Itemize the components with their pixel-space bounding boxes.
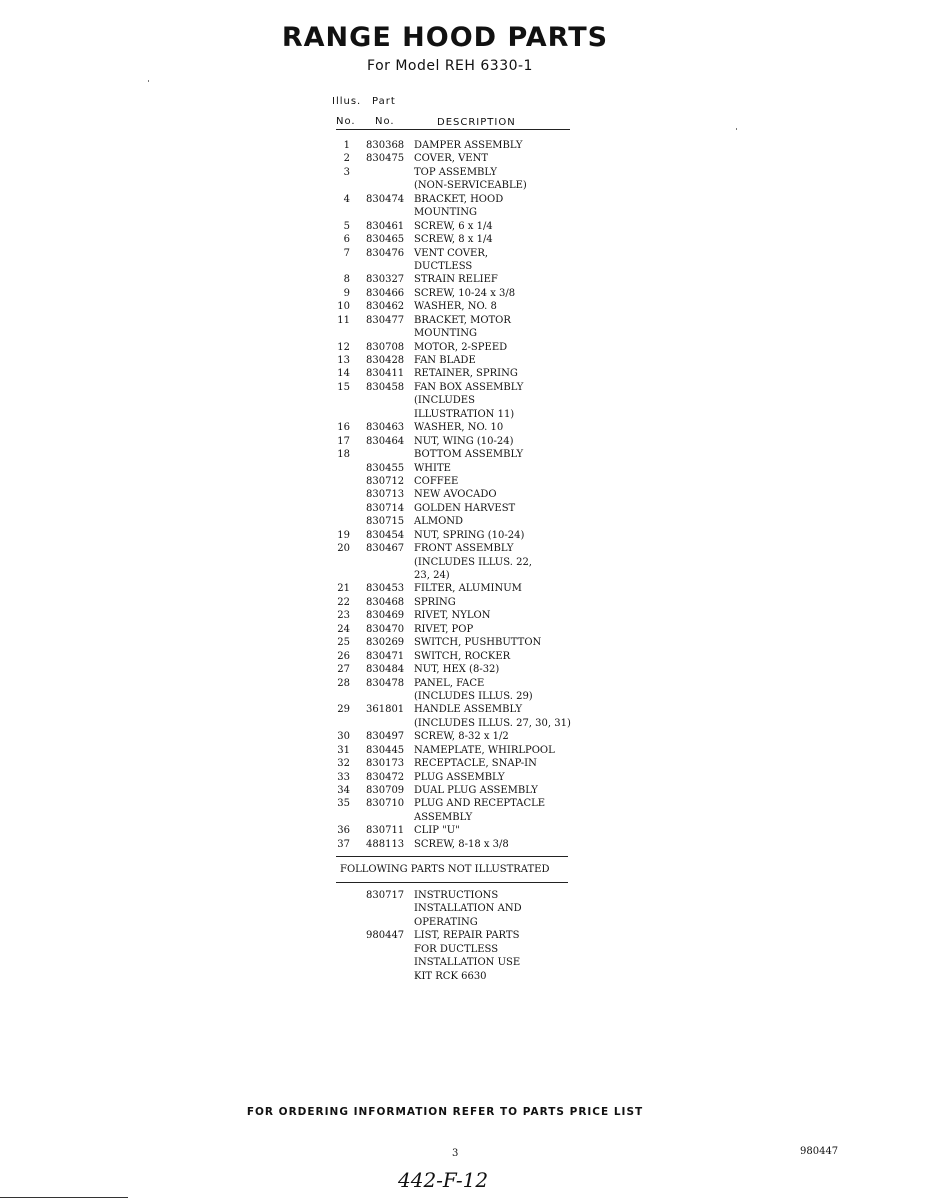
- part-description: ASSEMBLY: [414, 811, 473, 823]
- part-number: 830411: [366, 368, 405, 380]
- part-number: 830497: [366, 731, 405, 743]
- divider-bottom: [336, 882, 568, 883]
- table-row: [336, 341, 576, 354]
- part-description: NAMEPLATE, WHIRLPOOL: [414, 744, 555, 756]
- illus-number: 16: [337, 422, 350, 434]
- table-row: [336, 757, 576, 770]
- page-number: 3: [452, 1148, 459, 1159]
- part-description: PANEL, FACE: [414, 677, 485, 689]
- table-row: [336, 462, 576, 475]
- part-description: (INCLUDES: [414, 395, 475, 407]
- table-row: [336, 287, 576, 300]
- part-description: MOUNTING: [414, 328, 477, 340]
- illus-number: 35: [337, 798, 350, 810]
- table-row: [336, 314, 576, 327]
- table-row: [336, 408, 576, 421]
- table-row: [336, 502, 576, 515]
- table-row: [336, 636, 576, 649]
- header-description: DESCRIPTION: [437, 117, 516, 128]
- illus-number: 17: [337, 435, 350, 447]
- illus-number: 7: [343, 247, 350, 259]
- table-row: [336, 542, 576, 555]
- table-row: [336, 488, 576, 501]
- illus-number: 8: [343, 274, 350, 286]
- table-row: [336, 354, 576, 367]
- table-row: [336, 582, 576, 595]
- part-number: 830715: [366, 516, 405, 528]
- part-description: RECEPTACLE, SNAP-IN: [414, 758, 537, 770]
- following-parts-label: FOLLOWING PARTS NOT ILLUSTRATED: [340, 864, 550, 875]
- part-description: VENT COVER,: [414, 247, 489, 259]
- ordering-info-footer: FOR ORDERING INFORMATION REFER TO PARTS PRICE LIST: [246, 1106, 644, 1118]
- not-illustrated-table: [336, 889, 576, 983]
- table-row: [336, 824, 576, 837]
- table-row: [336, 260, 576, 273]
- table-row: [336, 596, 576, 609]
- illus-number: 2: [343, 153, 350, 165]
- header-part: Part: [372, 96, 396, 107]
- part-description: NEW AVOCADO: [414, 489, 497, 501]
- part-description: PLUG ASSEMBLY: [414, 771, 505, 783]
- table-row: [336, 139, 576, 152]
- part-number: 830469: [366, 610, 405, 622]
- part-description: RETAINER, SPRING: [414, 368, 518, 380]
- part-number: 830708: [366, 341, 405, 353]
- part-description: SCREW, 6 x 1/4: [414, 220, 493, 232]
- table-row: [336, 889, 576, 902]
- part-number: 830468: [366, 596, 405, 608]
- illus-number: 27: [337, 664, 350, 676]
- part-number: 830462: [366, 301, 405, 313]
- illus-number: 36: [337, 825, 350, 837]
- table-row: [336, 970, 576, 983]
- part-number: 830428: [366, 355, 405, 366]
- part-description: DUAL PLUG ASSEMBLY: [414, 785, 538, 796]
- part-description: LIST, REPAIR PARTS: [414, 930, 520, 942]
- table-row: [336, 206, 576, 219]
- table-row: [336, 220, 576, 233]
- part-description: MOUNTING: [414, 207, 477, 219]
- part-number: 830709: [366, 785, 405, 796]
- table-row: [336, 435, 576, 448]
- part-description: COFFEE: [414, 475, 459, 487]
- illus-number: 6: [343, 234, 350, 246]
- header-illus: Illus.: [332, 96, 362, 107]
- part-description: (NON-SERVICEABLE): [414, 180, 527, 192]
- table-row: [336, 152, 576, 165]
- part-number: 830445: [366, 744, 405, 756]
- table-row: [336, 300, 576, 313]
- table-row: [336, 784, 576, 797]
- illus-number: 21: [337, 583, 350, 595]
- part-number: 830458: [366, 381, 405, 393]
- part-description: WHITE: [414, 462, 451, 474]
- table-row: [336, 811, 576, 824]
- document-number: 980447: [800, 1146, 839, 1157]
- illus-number: 31: [337, 744, 350, 756]
- part-number: 830484: [366, 664, 405, 676]
- illus-number: 18: [337, 449, 350, 461]
- part-number: 980447: [366, 930, 405, 942]
- table-row: [336, 690, 576, 703]
- part-number: 830712: [366, 475, 405, 487]
- part-description: TOP ASSEMBLY: [414, 166, 498, 178]
- table-row: [336, 179, 576, 192]
- handwritten-note: 442-F-12: [398, 1168, 489, 1192]
- scan-speck: [736, 128, 737, 130]
- illus-number: 30: [337, 731, 350, 743]
- part-description: SWITCH, ROCKER: [414, 650, 511, 662]
- part-number: 830713: [366, 489, 405, 501]
- part-description: INSTALLATION USE: [414, 957, 521, 969]
- part-description: SWITCH, PUSHBUTTON: [414, 637, 542, 649]
- part-description: PLUG AND RECEPTACLE: [414, 798, 546, 810]
- part-number: 830327: [366, 274, 405, 286]
- part-number: 830464: [366, 435, 405, 447]
- table-row: [336, 394, 576, 407]
- table-row: [336, 797, 576, 810]
- parts-table: [336, 139, 576, 851]
- table-row: [336, 730, 576, 743]
- part-number: 830472: [366, 771, 405, 783]
- part-number: 830467: [366, 543, 405, 555]
- table-row: [336, 569, 576, 582]
- part-description: WASHER, NO. 8: [414, 301, 497, 313]
- part-description: FOR DUCTLESS: [414, 943, 499, 955]
- part-description: SCREW, 8 x 1/4: [414, 234, 493, 246]
- illus-number: 34: [337, 785, 350, 796]
- header-no-illus: No.: [336, 116, 356, 127]
- table-row: [336, 166, 576, 179]
- illus-number: 15: [337, 381, 350, 393]
- illus-number: 28: [337, 677, 350, 689]
- part-description: CLIP "U": [414, 825, 460, 837]
- page-subtitle: For Model REH 6330-1: [367, 58, 533, 74]
- part-description: FAN BLADE: [414, 355, 476, 366]
- illus-number: 12: [337, 341, 350, 353]
- table-row: [336, 703, 576, 716]
- part-description: NUT, WING (10-24): [414, 435, 514, 447]
- table-row: [336, 515, 576, 528]
- part-number: 488113: [366, 838, 405, 850]
- part-number: 830368: [366, 140, 405, 151]
- illus-number: 32: [337, 758, 350, 770]
- part-description: 23, 24): [414, 570, 450, 581]
- part-description: SCREW, 10-24 x 3/8: [414, 287, 516, 299]
- part-description: NUT, HEX (8-32): [414, 664, 500, 676]
- part-number: 830455: [366, 462, 405, 474]
- part-number: 830461: [366, 220, 405, 232]
- table-row: [336, 609, 576, 622]
- part-number: 830269: [366, 637, 405, 649]
- part-description: ILLUSTRATION 11): [414, 408, 515, 420]
- part-number: 830454: [366, 529, 405, 541]
- illus-number: 1: [343, 140, 350, 151]
- table-row: [336, 193, 576, 206]
- table-row: [336, 677, 576, 690]
- part-number: 830710: [366, 798, 405, 810]
- part-description: NUT, SPRING (10-24): [414, 529, 525, 541]
- part-number: 830714: [366, 502, 405, 514]
- part-description: GOLDEN HARVEST: [414, 502, 516, 514]
- table-row: [336, 916, 576, 929]
- part-description: WASHER, NO. 10: [414, 422, 504, 434]
- table-row: [336, 247, 576, 260]
- part-description: FAN BOX ASSEMBLY: [414, 381, 524, 393]
- part-number: 830470: [366, 623, 405, 635]
- table-row: [336, 771, 576, 784]
- part-description: KIT RCK 6630: [414, 970, 487, 982]
- part-description: MOTOR, 2-SPEED: [414, 341, 508, 353]
- table-row: [336, 717, 576, 730]
- part-number: 830717: [366, 890, 405, 901]
- illus-number: 4: [343, 193, 350, 205]
- part-description: HANDLE ASSEMBLY: [414, 704, 523, 716]
- illus-number: 23: [337, 610, 350, 622]
- part-description: COVER, VENT: [414, 153, 489, 165]
- part-number: 830476: [366, 247, 405, 259]
- table-row: [336, 475, 576, 488]
- part-description: FRONT ASSEMBLY: [414, 543, 514, 555]
- illus-number: 3: [343, 166, 350, 178]
- table-row: [336, 448, 576, 461]
- part-description: OPERATING: [414, 916, 478, 928]
- part-number: 830453: [366, 583, 405, 595]
- part-description: RIVET, POP: [414, 623, 474, 635]
- part-description: RIVET, NYLON: [414, 610, 491, 622]
- illus-number: 5: [343, 220, 350, 232]
- part-number: 830474: [366, 193, 405, 205]
- table-row: [336, 381, 576, 394]
- illus-number: 9: [343, 287, 350, 299]
- illus-number: 14: [337, 368, 350, 380]
- illus-number: 24: [337, 623, 350, 635]
- part-description: BRACKET, HOOD: [414, 193, 504, 205]
- table-row: [336, 663, 576, 676]
- table-row: [336, 956, 576, 969]
- header-underline: [336, 129, 570, 130]
- scan-speck: [148, 80, 149, 82]
- part-number: 830466: [366, 287, 405, 299]
- part-description: (INCLUDES ILLUS. 22,: [414, 556, 532, 568]
- illus-number: 11: [337, 314, 350, 326]
- table-row: [336, 273, 576, 286]
- part-description: BOTTOM ASSEMBLY: [414, 449, 524, 461]
- part-number: 830711: [366, 825, 405, 837]
- illus-number: 25: [337, 637, 350, 649]
- table-row: [336, 902, 576, 915]
- part-description: STRAIN RELIEF: [414, 274, 498, 286]
- part-description: ALMOND: [414, 516, 464, 528]
- table-row: [336, 838, 576, 851]
- table-row: [336, 421, 576, 434]
- part-number: 830478: [366, 677, 405, 689]
- part-description: (INCLUDES ILLUS. 27, 30, 31): [414, 717, 571, 729]
- divider-top: [336, 856, 568, 857]
- part-description: FILTER, ALUMINUM: [414, 583, 522, 595]
- table-row: [336, 556, 576, 569]
- part-number: 830465: [366, 234, 405, 246]
- part-description: DAMPER ASSEMBLY: [414, 140, 523, 151]
- illus-number: 20: [337, 543, 350, 555]
- part-description: BRACKET, MOTOR: [414, 314, 511, 326]
- part-description: DUCTLESS: [414, 260, 473, 272]
- page-title: RANGE HOOD PARTS: [281, 22, 609, 53]
- part-number: 830173: [366, 758, 405, 770]
- table-row: [336, 650, 576, 663]
- illus-number: 33: [337, 771, 350, 783]
- illus-number: 37: [337, 838, 350, 850]
- part-description: (INCLUDES ILLUS. 29): [414, 690, 533, 702]
- part-number: 361801: [366, 704, 405, 716]
- part-description: INSTALLATION AND: [414, 903, 522, 915]
- part-description: SCREW, 8-18 x 3/8: [414, 838, 509, 850]
- part-number: 830471: [366, 650, 405, 662]
- part-description: SPRING: [414, 596, 456, 608]
- table-row: [336, 233, 576, 246]
- table-row: [336, 929, 576, 942]
- table-row: [336, 943, 576, 956]
- illus-number: 29: [337, 704, 350, 716]
- illus-number: 26: [337, 650, 350, 662]
- illus-number: 19: [337, 529, 350, 541]
- table-row: [336, 327, 576, 340]
- illus-number: 10: [337, 301, 350, 313]
- table-row: [336, 367, 576, 380]
- scan-edge-line: [0, 1197, 128, 1198]
- table-row: [336, 623, 576, 636]
- part-description: INSTRUCTIONS: [414, 890, 499, 901]
- part-number: 830463: [366, 422, 405, 434]
- illus-number: 13: [337, 355, 350, 366]
- part-number: 830477: [366, 314, 405, 326]
- header-no-part: No.: [375, 116, 395, 127]
- part-number: 830475: [366, 153, 405, 165]
- table-row: [336, 529, 576, 542]
- part-description: SCREW, 8-32 x 1/2: [414, 731, 509, 743]
- table-row: [336, 744, 576, 757]
- illus-number: 22: [337, 596, 350, 608]
